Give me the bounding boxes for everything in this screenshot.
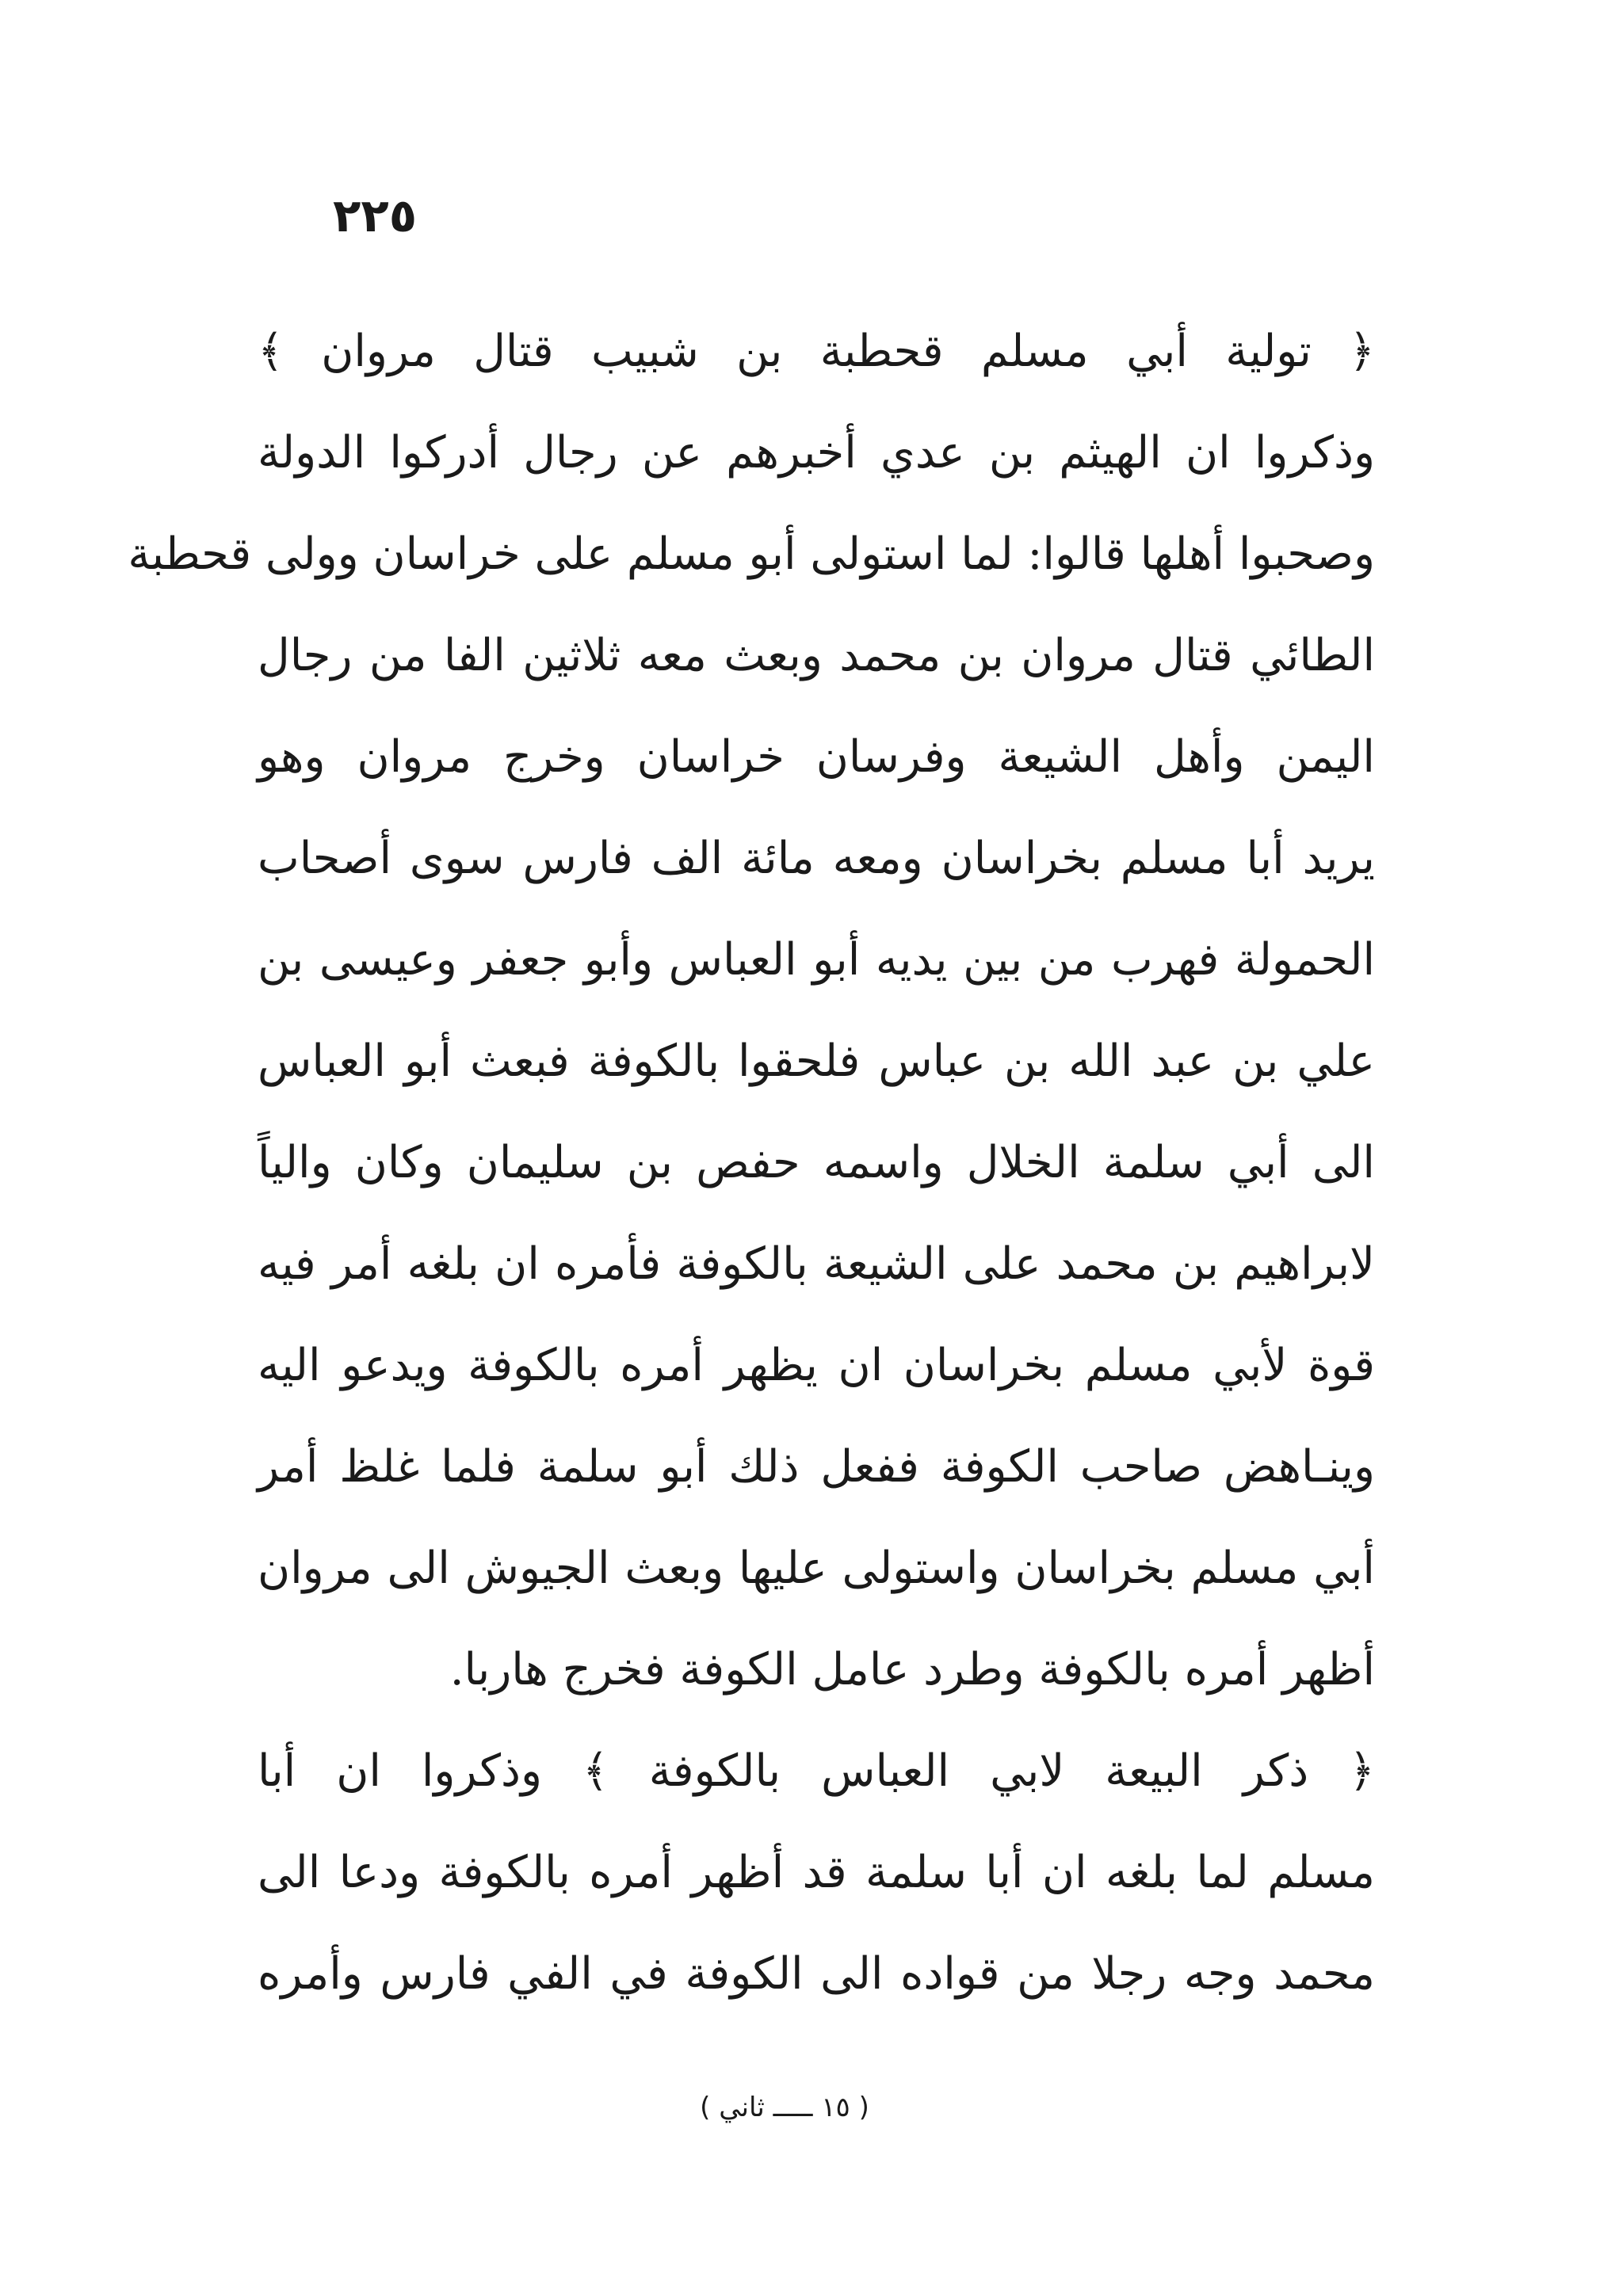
- text-line: علي بن عبد الله بن عباس فلحقوا بالكوفة فبعث أبو العباس: [258, 1035, 1375, 1087]
- text-line: الطائي قتال مروان بن محمد وبعث معه ثلاثين الفا من رجال: [258, 630, 1375, 681]
- text-line: وذكروا ان الهيثم بن عدي أخبرهم عن رجال أدركوا الدولة: [258, 427, 1375, 479]
- text-line: الى أبي سلمة الخلال واسمه حفص بن سليمان وكان والياً: [258, 1137, 1375, 1188]
- text-line: أظهر أمره بالكوفة وطرد عامل الكوفة فخرج هاربا.: [449, 1644, 1375, 1695]
- text-line: اليمن وأهل الشيعة وفرسان خراسان وخرج مروان وهو: [258, 731, 1375, 783]
- signature-mark: ( ١٥ ـــــ ثاني ): [700, 2092, 869, 2123]
- text-line: لابراهيم بن محمد على الشيعة بالكوفة فأمره ان بلغه أمر فيه: [258, 1238, 1375, 1290]
- text-line: قوة لأبي مسلم بخراسان ان يظهر أمره بالكوفة ويدعو اليه: [258, 1340, 1375, 1391]
- text-line: أبي مسلم بخراسان واستولى عليها وبعث الجيوش الى مروان: [258, 1543, 1375, 1594]
- text-line: وينـاهض صاحب الكوفة ففعل ذلك أبو سلمة فلما غلظ أمر: [258, 1441, 1375, 1493]
- text-line: وصحبوا أهلها قالوا: لما استولى أبو مسلم على خراسان وولى قحطبة: [128, 528, 1375, 580]
- page-number: ٢٢٥: [333, 189, 418, 242]
- text-line: يريد أبا مسلم بخراسان ومعه مائة الف فارس سوى أصحاب: [258, 833, 1376, 884]
- text-line: مسلم لما بلغه ان أبا سلمة قد أظهر أمره بالكوفة ودعا الى: [258, 1847, 1375, 1898]
- body-text: [128, 301, 1376, 2025]
- section-heading: ﴿ تولية أبي مسلم قحطبة بن شبيب قتال مروان ﴾: [258, 326, 1375, 377]
- section-heading-inline: ﴿ ذكر البيعة لابي العباس بالكوفة ﴾ وذكروا ان أبا: [258, 1745, 1375, 1797]
- text-line: الحمولة فهرب من بين يديه أبو العباس وأبو جعفر وعيسى بن: [258, 934, 1376, 986]
- text-line: محمد وجه رجلا من قواده الى الكوفة في الفي فارس وأمره: [258, 1948, 1375, 2000]
